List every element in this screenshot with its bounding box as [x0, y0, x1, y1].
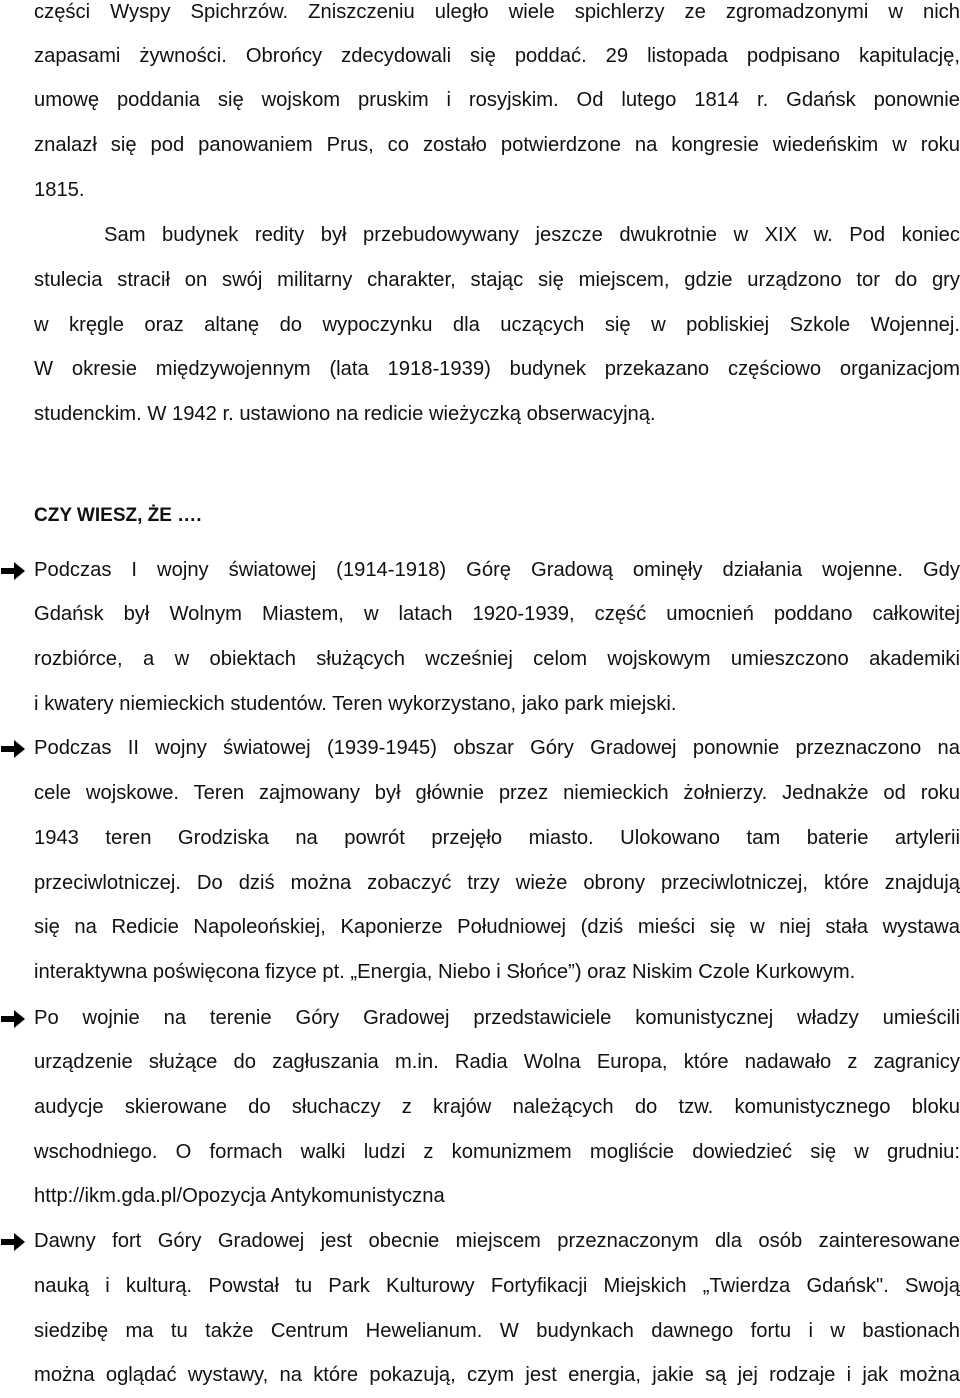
arrow-right-icon [0, 996, 30, 1041]
text-line: studenckim. W 1942 r. ustawiono na redicie wieżyczką obserwacyjną. [34, 403, 656, 425]
text-line: stulecia stracił on swój militarny charakter, stając się miejscem, gdzie urządzono tor do gry [34, 269, 960, 291]
text-line: można oglądać wystawy, na które pokazują, czym jest energia, jakie są jej rodzaje i jak można [34, 1364, 960, 1386]
text-line: się na Redicie Napoleońskiej, Kaponierze Południowej (dziś mieści się w niej stała wystawa [34, 916, 960, 938]
text-line: 1815. [34, 179, 85, 201]
text-line: Dawny fort Góry Gradowej jest obecnie miejscem przeznaczonym dla osób zainteresowane [34, 1230, 960, 1252]
text-line: znalazł się pod panowaniem Prus, co zostało potwierdzone na kongresie wiedeńskim w roku [34, 134, 960, 156]
text-line: przeciwlotniczej. Do dziś można zobaczyć trzy wieże obrony przeciwlotniczej, które znajdują [34, 872, 960, 894]
text-line: wschodniego. O formach walki ludzi z komunizmem mogliście dowiedzieć się w grudniu: [34, 1141, 960, 1163]
text-line: interaktywna poświęcona fizyce pt. „Energia, Niebo i Słońce”) oraz Niskim Czole Kurkowym. [34, 961, 856, 983]
text-line: i kwatery niemieckich studentów. Teren wykorzystano, jako park miejski. [34, 693, 677, 715]
text-line: części Wyspy Spichrzów. Zniszczeniu uległo wiele spichlerzy ze zgromadzonymi w nich [34, 1, 960, 23]
arrow-right-icon [0, 1219, 30, 1264]
text-line: Podczas I wojny światowej (1914-1918) Górę Gradową ominęły działania wojenne. Gdy [34, 559, 960, 581]
text-line: umowę poddania się wojskom pruskim i rosyjskim. Od lutego 1814 r. Gdańsk ponownie [34, 89, 960, 111]
text-line: Sam budynek redity był przebudowywany jeszcze dwukrotnie w XIX w. Pod koniec [104, 224, 960, 246]
text-line: rozbiórce, a w obiektach służących wcześniej celom wojskowym umieszczono akademiki [34, 648, 960, 670]
url-link[interactable]: http://ikm.gda.pl/Opozycja Antykomunistyczna [34, 1185, 445, 1207]
text-line: Podczas II wojny światowej (1939-1945) obszar Góry Gradowej ponownie przeznaczono na [34, 737, 960, 759]
arrow-right-icon [0, 548, 30, 593]
text-line: audycje skierowane do słuchaczy z krajów należących do tzw. komunistycznego bloku [34, 1096, 960, 1118]
text-line: cele wojskowe. Teren zajmowany był głównie przez niemieckich żołnierzy. Jednakże od roku [34, 782, 960, 804]
text-line: Po wojnie na terenie Góry Gradowej przedstawiciele komunistycznej władzy umieścili [34, 1007, 960, 1029]
text-line: 1943 teren Grodziska na powrót przejęło miasto. Ulokowano tam baterie artylerii [34, 827, 960, 849]
text-line: w kręgle oraz altanę do wypoczynku dla uczących się w pobliskiej Szkole Wojennej. [34, 314, 960, 336]
text-line: urządzenie służące do zagłuszania m.in. Radia Wolna Europa, które nadawało z zagranicy [34, 1051, 960, 1073]
arrow-right-icon [0, 726, 30, 771]
text-line: siedzibę ma tu także Centrum Hewelianum. W budynkach dawnego fortu i w bastionach [34, 1320, 960, 1342]
text-line: nauką i kulturą. Powstał tu Park Kulturowy Fortyfikacji Miejskich „Twierdza Gdańsk". Swoją [34, 1275, 960, 1297]
text-line: zapasami żywności. Obrońcy zdecydowali się poddać. 29 listopada podpisano kapitulację, [34, 45, 960, 67]
text-line: W okresie międzywojennym (lata 1918-1939) budynek przekazano częściowo organizacjom [34, 358, 960, 380]
text-line: Gdańsk był Wolnym Miastem, w latach 1920-1939, część umocnień poddano całkowitej [34, 603, 960, 625]
section-heading: CZY WIESZ, ŻE …. [34, 505, 202, 526]
